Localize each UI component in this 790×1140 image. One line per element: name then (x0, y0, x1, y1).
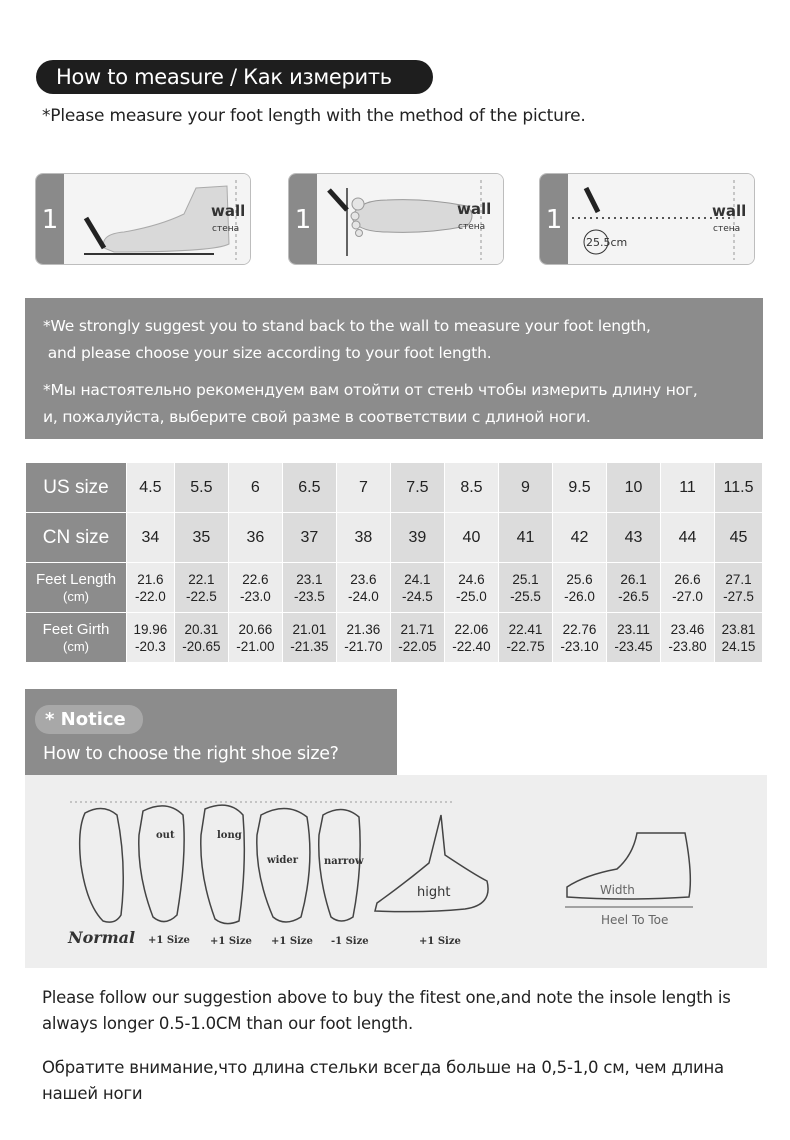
range-end: -26.5 (618, 588, 649, 604)
size-cell (552, 563, 606, 613)
size-cell: 35 (174, 513, 228, 563)
range-end: -22.75 (506, 638, 545, 654)
size-label-wider: +1 Size (271, 936, 313, 947)
range-end: -21.35 (290, 638, 329, 654)
size-cell: 7.5 (390, 463, 444, 513)
suggestion-en-line2: and please choose your size according to your foot length. (43, 344, 492, 362)
size-cell: 9.5 (552, 463, 606, 513)
row-label: Feet Length (35, 570, 117, 588)
size-cell (282, 563, 336, 613)
range-start: 26.1 (620, 571, 647, 587)
range-end: -23.5 (294, 588, 325, 604)
range-start: 22.06 (454, 621, 489, 637)
row-header (26, 463, 127, 513)
suggestion-en-line1: *We strongly suggest you to stand back to the wall to measure your foot length, (43, 317, 651, 335)
size-cell: 7 (336, 463, 390, 513)
insole-note-en: Please follow our suggestion above to buy the fitest one,and note the insole length is always longer 0.5-1.0CM than our foot length. (42, 988, 731, 1033)
size-cell (127, 613, 175, 663)
size-cell (228, 563, 282, 613)
range-end: -23.80 (668, 638, 707, 654)
size-cell (552, 613, 606, 663)
size-cell (498, 563, 552, 613)
measurement-reading: 25.5cm (586, 236, 628, 249)
size-cell: 43 (606, 513, 660, 563)
range-start: 25.6 (566, 571, 593, 587)
size-cell: 10 (606, 463, 660, 513)
size-cell (390, 563, 444, 613)
step-card-ruler (539, 173, 755, 265)
size-cell: 38 (336, 513, 390, 563)
size-cell (282, 613, 336, 663)
range-end: -24.0 (348, 588, 379, 604)
notice-header (25, 689, 397, 775)
foot-label-narrow: narrow (324, 856, 364, 867)
range-start: 25.1 (512, 571, 539, 587)
size-row (26, 613, 763, 663)
foot-shapes-illustration (25, 775, 767, 968)
insole-note-ru: Обратите внимание,что длина стельки всегда больше на 0,5-1,0 см, чем длина нашей ноги (42, 1058, 724, 1103)
range-end: -20.65 (182, 638, 221, 654)
width-label: Width (600, 883, 635, 897)
size-label-out: +1 Size (148, 935, 190, 946)
size-cell: 36 (228, 513, 282, 563)
row-label: CN size (42, 526, 110, 548)
size-row (26, 563, 763, 613)
range-start: 27.1 (725, 571, 752, 587)
size-cell: 4.5 (127, 463, 175, 513)
range-start: 24.6 (458, 571, 485, 587)
row-unit: (cm) (63, 638, 89, 654)
size-cell: 6.5 (282, 463, 336, 513)
row-unit: (cm) (63, 588, 89, 604)
range-start: 23.11 (617, 621, 650, 637)
size-row (26, 463, 763, 513)
wall-label: wall (457, 200, 492, 218)
step-card-top-view (288, 173, 504, 265)
size-cell (174, 563, 228, 613)
range-start: 23.1 (296, 571, 323, 587)
range-end: -27.0 (672, 588, 703, 604)
row-header (26, 513, 127, 563)
size-cell (444, 563, 498, 613)
step-card-side-view (35, 173, 251, 265)
range-start: 23.6 (350, 571, 377, 587)
size-cell (715, 613, 763, 663)
range-end: -26.0 (564, 588, 595, 604)
size-chart-table (25, 462, 763, 663)
page-title: How to measure / Как измерить (36, 60, 433, 94)
range-start: 26.6 (674, 571, 701, 587)
row-header (26, 563, 127, 613)
range-end: -22.5 (185, 588, 217, 604)
range-start: 24.1 (404, 571, 431, 587)
foot-label-hight: hight (417, 885, 451, 900)
top-view-foot-illustration (317, 174, 503, 265)
range-end: -24.5 (402, 588, 433, 604)
size-cell: 37 (282, 513, 336, 563)
size-cell (606, 613, 660, 663)
foot-label-wider: wider (267, 855, 299, 866)
range-end: -25.5 (510, 588, 541, 604)
size-cell: 6 (228, 463, 282, 513)
intro-text: *Please measure your foot length with the method of the picture. (42, 106, 586, 126)
size-cell (498, 613, 552, 663)
range-end: -22.05 (398, 638, 437, 654)
size-cell (336, 613, 390, 663)
range-end: -23.0 (239, 588, 271, 604)
row-label: Feet Girth (42, 620, 110, 638)
suggestion-ru-line1: *Мы настоятельно рекомендуем вам отойти от стенb чтобы измерить длину ног, (43, 381, 698, 399)
range-start: 20.66 (238, 621, 273, 637)
foot-shape-diagram (25, 775, 767, 968)
range-start: 22.76 (562, 621, 597, 637)
range-end: -20.3 (135, 638, 166, 654)
size-cell: 40 (444, 513, 498, 563)
size-cell (661, 563, 715, 613)
size-cell: 11.5 (715, 463, 763, 513)
range-end: -23.10 (560, 638, 599, 654)
side-view-foot-illustration (64, 174, 250, 265)
range-start: 19.96 (133, 621, 168, 637)
row-label: US size (43, 476, 109, 498)
row-header (26, 613, 127, 663)
range-end: -23.45 (614, 638, 653, 654)
size-cell: 39 (390, 513, 444, 563)
notice-question: How to choose the right shoe size? (43, 744, 339, 764)
size-row (26, 513, 763, 563)
range-start: 22.41 (508, 621, 543, 637)
size-cell: 9 (498, 463, 552, 513)
size-cell (661, 613, 715, 663)
range-end: -21.70 (344, 638, 383, 654)
step-number: 1 (36, 174, 64, 264)
size-cell: 34 (127, 513, 175, 563)
heel-to-toe-label: Heel To Toe (601, 913, 669, 927)
range-start: 22.6 (242, 571, 269, 587)
wall-label-ru: стена (458, 222, 486, 232)
size-cell (390, 613, 444, 663)
size-cell: 45 (715, 513, 763, 563)
range-end: -22.40 (452, 638, 491, 654)
foot-label-long: long (217, 830, 242, 841)
size-label-normal: Normal (68, 928, 136, 947)
range-end: -25.0 (456, 588, 487, 604)
range-start: 21.36 (346, 621, 381, 637)
size-cell: 11 (661, 463, 715, 513)
size-cell (606, 563, 660, 613)
size-cell: 44 (661, 513, 715, 563)
size-label-long: +1 Size (210, 936, 252, 947)
range-end: -27.5 (723, 588, 754, 604)
range-start: 21.6 (137, 571, 164, 587)
range-start: 21.01 (292, 621, 327, 637)
range-start: 23.81 (721, 621, 756, 637)
range-start: 21.71 (400, 621, 435, 637)
size-label-narrow: -1 Size (331, 936, 369, 947)
suggestion-ru-line2: и, пожалуйста, выберите свой разме в соответствии с длиной ноги. (43, 408, 591, 426)
wall-label-ru: стена (713, 224, 741, 234)
size-label-hight: +1 Size (419, 936, 461, 947)
size-cell: 5.5 (174, 463, 228, 513)
range-start: 20.31 (184, 621, 219, 637)
wall-label: wall (211, 202, 246, 220)
wall-label-ru: стена (212, 224, 240, 234)
ruler-illustration (568, 174, 754, 265)
range-start: 22.1 (188, 571, 215, 587)
size-cell: 41 (498, 513, 552, 563)
size-cell: 8.5 (444, 463, 498, 513)
range-start: 23.46 (670, 621, 705, 637)
wall-label: wall (712, 202, 747, 220)
range-end: 24.15 (721, 638, 756, 654)
size-cell (715, 563, 763, 613)
range-end: -22.0 (135, 588, 166, 604)
range-end: -21.00 (236, 638, 275, 654)
size-cell (336, 563, 390, 613)
step-number: 1 (540, 174, 568, 264)
foot-label-out: out (156, 830, 175, 841)
size-cell (444, 613, 498, 663)
notice-badge: * Notice (35, 705, 143, 734)
size-cell (228, 613, 282, 663)
size-cell: 42 (552, 513, 606, 563)
size-cell (174, 613, 228, 663)
measurement-suggestion (25, 298, 763, 439)
size-cell (127, 563, 175, 613)
step-number: 1 (289, 174, 317, 264)
